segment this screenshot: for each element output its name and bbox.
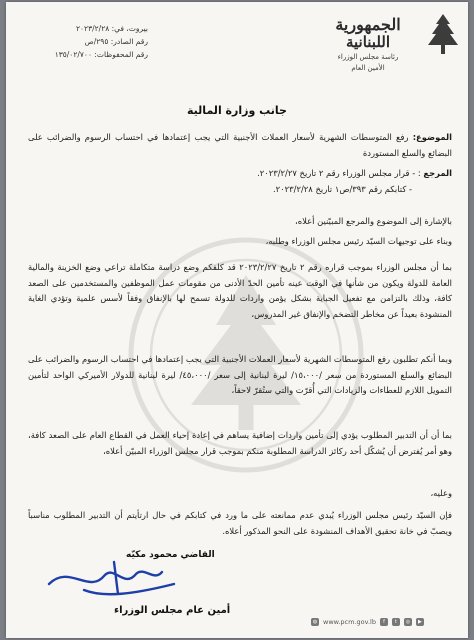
- footer-url: www.pcm.gov.lb: [323, 618, 376, 626]
- letterhead-sub-line2: الأمين العام: [351, 64, 385, 72]
- subject-label: الموضوع:: [412, 132, 452, 142]
- paragraph-6: وعليه،: [430, 488, 452, 498]
- signatory-name: القاضي محمود مكيّه: [126, 550, 215, 560]
- reference-item-1: : - قرار مجلس الوزراء رقم ٢ تاريخ ٢٠٢٣/٢/٢٧.: [257, 168, 421, 178]
- paragraph-5: بما أن أن التدبير المطلوب يؤدي إلى تأمين واردات إضافية يساهم في إعادة إحياء العمل في القطاع العام على الصعد كافة، وهو أمر يُفترض أن يُشكّل أحد ركائز الدراسة المطلوبة منكم بموجب قرار مجلس الوزراء المبيّن أعلاه،: [28, 430, 452, 456]
- meta-outgoing-number: رقم الصادر: ٢٩٥/ص: [84, 37, 148, 46]
- letterhead: [314, 16, 422, 73]
- meta-archive-number: رقم المحفوظات: ١٣٥/٠٢/٧٠٠: [54, 50, 148, 59]
- letterhead-title-line1: الجمهورية: [335, 15, 401, 34]
- letterhead-sub-line1: رئاسة مجلس الوزراء: [337, 53, 399, 61]
- paragraph-2: وبناء على توجيهات السيّد رئيس مجلس الوزراء وطلبه،: [265, 236, 452, 246]
- reference-item-2: - كتابكم رقم ٣٩٣/ص١ تاريخ ٢٠٢٣/٢/٢٨.: [273, 183, 412, 194]
- letter-page: [6, 2, 468, 638]
- instagram-icon: ◎: [405, 619, 411, 625]
- letterhead-title-line2: اللبنانية: [345, 33, 391, 51]
- twitter-icon: t: [392, 618, 400, 626]
- cedar-emblem-icon: [426, 12, 460, 56]
- globe-icon: ◍: [312, 619, 318, 625]
- meta-date: بيروت، في: ٢٠٢٣/٢/٢٨: [76, 24, 148, 33]
- paragraph-3: بما أن مجلس الوزراء بموجب قراره رقم ٢ تاريخ ٢٠٢٣/٢/٢٧ قد كلفكم وضع دراسة متكاملة تراعي وضع الخزينة والمالية العامة للدولة ويكون من شأنها في الوقت عينه تأمين الحدّ الأدنى من مقومات عمل الموظفين والمستخدمين على الصعد كافة، وذلك بالتزامن مع تفعيل الجباية بشكل يؤمن واردات للدولة تسمح لها بالإنفاق وفقاً لأسس علمية وتؤدي الغاية المنشودة بعيداً عن مخاطر التضخم والإنفاق غير المدروس،: [28, 262, 452, 319]
- paragraph-7: فإن السيّد رئيس مجلس الوزراء يُبدي عدم ممانعته على ما ورد في كتابكم في حال ارتأيتم أن التدبير المطلوب مناسباً ويصبّ في خانة تحقيق الأهداف المنشودة على النحو المذكور أعلاه.: [28, 510, 452, 536]
- reference-meta: [18, 22, 148, 61]
- facebook-icon: f: [380, 618, 388, 626]
- reference-label: المرجع: [423, 168, 452, 178]
- paragraph-4: وبما أنكم تطلبون رفع المتوسطات الشهرية لأسعار العملات الأجنبية التي يجب إعتمادها في احتساب الرسوم والضرائب على البضائع والسلع المستوردة من سعر /١٥،٠٠٠/ ليرة لبنانية إلى سعر /٤٥،٠٠٠/ ليرة لبنانية للدولار الأميركي الواحد لتأمين التمويل اللازم للعطاءات والزيادات التي أُقرّت والتي ستُقرّ لاحقاً،: [28, 354, 452, 395]
- footer: [311, 618, 424, 626]
- addressee-heading: جانب وزارة المالية: [187, 104, 287, 117]
- signatory-title: أمين عام مجلس الوزراء: [114, 605, 231, 616]
- signature-icon: [44, 554, 184, 604]
- subject-text: رفع المتوسطات الشهرية لأسعار العملات الأجنبية التي يجب إعتمادها في احتساب الرسوم والضرائب على البضائع والسلع المستوردة: [28, 132, 452, 158]
- youtube-icon: ▶: [416, 618, 424, 626]
- paragraph-1: بالإشارة إلى الموضوع والمرجع المبيّنين أعلاه،: [295, 216, 452, 226]
- subject-block: [28, 130, 452, 161]
- reference-block: [28, 166, 452, 197]
